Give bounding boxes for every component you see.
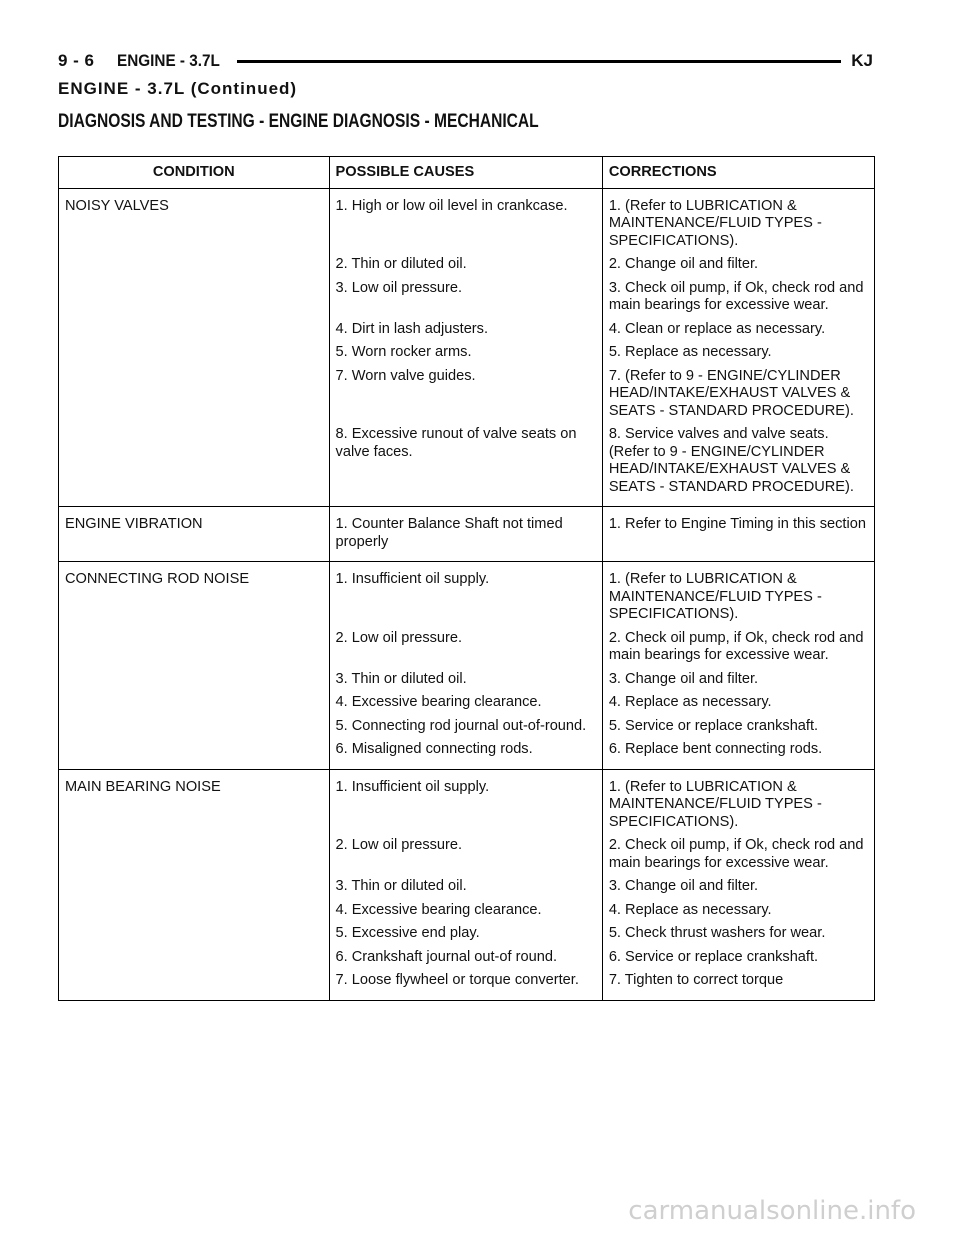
condition-cell xyxy=(59,901,330,925)
condition-cell xyxy=(59,717,330,741)
condition-cell: NOISY VALVES xyxy=(65,197,169,214)
cause-cell: 1. Insufficient oil supply. xyxy=(329,562,602,629)
cause-cell: 1. Insufficient oil supply. xyxy=(329,769,602,836)
continued-heading: ENGINE - 3.7L (Continued) xyxy=(58,79,298,98)
condition-cell xyxy=(59,279,330,320)
correction-cell: 2. Check oil pump, if Ok, check rod and main bearings for excessive wear. xyxy=(602,836,874,877)
correction-cell: 4. Clean or replace as necessary. xyxy=(602,320,874,344)
cause-cell: 7. Loose flywheel or torque converter. xyxy=(329,971,602,1000)
table-row xyxy=(59,901,875,925)
table-row xyxy=(59,924,875,948)
cause-cell: 1. Counter Balance Shaft not timed properly xyxy=(329,507,602,562)
table-row xyxy=(59,948,875,972)
table-row xyxy=(59,255,875,279)
model-code: KJ xyxy=(851,51,873,70)
cause-cell: 5. Excessive end play. xyxy=(329,924,602,948)
cause-cell: 1. High or low oil level in crankcase. xyxy=(329,188,602,255)
cause-cell: 4. Dirt in lash adjusters. xyxy=(329,320,602,344)
correction-cell: 6. Service or replace crankshaft. xyxy=(602,948,874,972)
page-number: 9 - 6 xyxy=(58,51,95,70)
table-row xyxy=(59,367,875,426)
diagnosis-table xyxy=(58,156,875,1001)
table-row xyxy=(59,279,875,320)
table-row xyxy=(59,717,875,741)
condition-cell xyxy=(59,255,330,279)
table-row xyxy=(59,670,875,694)
cause-cell: 3. Thin or diluted oil. xyxy=(329,877,602,901)
column-header-causes: POSSIBLE CAUSES xyxy=(329,157,602,189)
table-row xyxy=(59,769,875,836)
table-row xyxy=(59,562,875,629)
condition-cell xyxy=(59,971,330,1000)
correction-cell: 3. Change oil and filter. xyxy=(602,877,874,901)
table-row xyxy=(59,740,875,769)
condition-cell xyxy=(59,367,330,426)
correction-cell: 4. Replace as necessary. xyxy=(602,901,874,925)
condition-cell xyxy=(59,670,330,694)
cause-cell: 2. Low oil pressure. xyxy=(329,629,602,670)
table-row xyxy=(59,693,875,717)
correction-cell: 8. Service valves and valve seats. (Refer to 9 - ENGINE/CYLINDER HEAD/INTAKE/EXHAUST VALVES & SEATS - STANDARD PROCEDURE). xyxy=(602,425,874,507)
condition-cell: ENGINE VIBRATION xyxy=(59,507,330,562)
condition-cell xyxy=(59,425,330,507)
condition-cell xyxy=(59,740,330,769)
condition-cell xyxy=(59,693,330,717)
correction-cell: 2. Check oil pump, if Ok, check rod and main bearings for excessive wear. xyxy=(602,629,874,670)
condition-cell xyxy=(59,948,330,972)
correction-cell: 5. Service or replace crankshaft. xyxy=(602,717,874,741)
condition-cell xyxy=(59,924,330,948)
condition-cell xyxy=(59,629,330,670)
cause-cell: 2. Thin or diluted oil. xyxy=(329,255,602,279)
cause-cell: 3. Thin or diluted oil. xyxy=(329,670,602,694)
cause-cell: 6. Crankshaft journal out-of round. xyxy=(329,948,602,972)
correction-cell: 6. Replace bent connecting rods. xyxy=(602,740,874,769)
correction-cell: 1. (Refer to LUBRICATION & MAINTENANCE/FLUID TYPES - SPECIFICATIONS). xyxy=(602,562,874,629)
header-rule xyxy=(237,60,841,63)
cause-cell: 4. Excessive bearing clearance. xyxy=(329,901,602,925)
condition-cell: CONNECTING ROD NOISE xyxy=(65,571,250,587)
page-title: DIAGNOSIS AND TESTING - ENGINE DIAGNOSIS - MECHANICAL xyxy=(58,111,539,132)
cause-cell: 3. Low oil pressure. xyxy=(329,279,602,320)
cause-cell: 5. Connecting rod journal out-of-round. xyxy=(329,717,602,741)
correction-cell: 7. (Refer to 9 - ENGINE/CYLINDER HEAD/INTAKE/EXHAUST VALVES & SEATS - STANDARD PROCEDURE). xyxy=(602,367,874,426)
correction-cell: 3. Check oil pump, if Ok, check rod and main bearings for excessive wear. xyxy=(602,279,874,320)
cause-cell: 4. Excessive bearing clearance. xyxy=(329,693,602,717)
table-row xyxy=(59,188,875,255)
cause-cell: 7. Worn valve guides. xyxy=(329,367,602,426)
table-row xyxy=(59,343,875,367)
table-row xyxy=(59,877,875,901)
page-header xyxy=(58,48,873,74)
table-row xyxy=(59,507,875,562)
table-body xyxy=(59,188,875,1000)
column-header-condition: CONDITION xyxy=(59,157,330,189)
watermark: carmanualsonline.info xyxy=(628,1196,916,1226)
correction-cell: 3. Change oil and filter. xyxy=(602,670,874,694)
correction-cell: 7. Tighten to correct torque xyxy=(602,971,874,1000)
correction-cell: 5. Replace as necessary. xyxy=(602,343,874,367)
table-header-row xyxy=(59,157,875,189)
correction-cell: 1. Refer to Engine Timing in this section xyxy=(602,507,874,562)
correction-cell: 1. (Refer to LUBRICATION & MAINTENANCE/FLUID TYPES - SPECIFICATIONS). xyxy=(602,188,874,255)
correction-cell: 2. Change oil and filter. xyxy=(602,255,874,279)
cause-cell: 8. Excessive runout of valve seats on valve faces. xyxy=(329,425,602,507)
condition-cell: MAIN BEARING NOISE xyxy=(65,778,221,795)
section-title: ENGINE - 3.7L xyxy=(116,51,220,70)
cause-cell: 5. Worn rocker arms. xyxy=(329,343,602,367)
table-row xyxy=(59,629,875,670)
correction-cell: 1. (Refer to LUBRICATION & MAINTENANCE/FLUID TYPES - SPECIFICATIONS). xyxy=(602,769,874,836)
condition-cell xyxy=(59,343,330,367)
cause-cell: 6. Misaligned connecting rods. xyxy=(329,740,602,769)
table-row xyxy=(59,836,875,877)
condition-cell xyxy=(59,320,330,344)
cause-cell: 2. Low oil pressure. xyxy=(329,836,602,877)
table-row xyxy=(59,425,875,507)
table-row xyxy=(59,971,875,1000)
condition-cell xyxy=(59,877,330,901)
column-header-corrections: CORRECTIONS xyxy=(602,157,874,189)
correction-cell: 5. Check thrust washers for wear. xyxy=(602,924,874,948)
condition-cell xyxy=(59,836,330,877)
table-row xyxy=(59,320,875,344)
correction-cell: 4. Replace as necessary. xyxy=(602,693,874,717)
